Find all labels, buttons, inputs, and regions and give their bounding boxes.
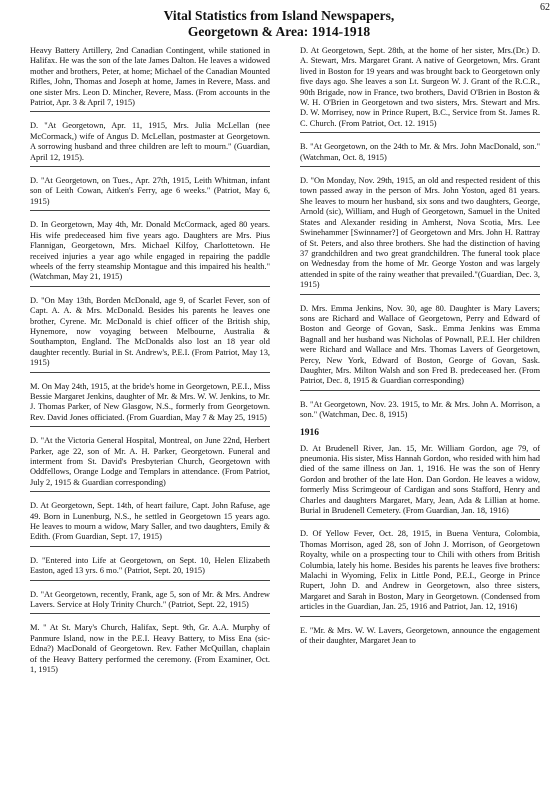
- record-entry: M. " At St. Mary's Church, Halifax, Sept. 9th, Gr. A.A. Murphy of Panmure Island, now in the P.E.I. Heavy Battery, to Miss Ena (sic-Edna?) MacDonald of Georgetown. Rev. Father McQuillan, chaplain of the Heavy Battery performed the ceremony. (From Examiner, Oct. 1, 1915): [30, 623, 270, 675]
- record-entry: D. "At Georgetown, on Tues., Apr. 27th, 1915, Leith Whitman, infant son of Leith Cowan, Aitken's Ferry, age 6 weeks." (Patriot, May 6, 1915): [30, 176, 270, 211]
- record-entry: D. At Georgetown, Sept. 14th, of heart failure, Capt. John Rafuse, age 49. Born in Lunenburg, N.S., he settled in Georgetown 15 years ago. He leaves to mourn a widow, Mary Saller, and two daughters, Emily & Edith. (From Guardian, Sept. 17, 1915): [30, 501, 270, 547]
- record-entry: D. Mrs. Emma Jenkins, Nov. 30, age 80. Daughter is Mary Lavers; sons are Richard and Wallace of Georgetown, Perry and Edward of Boston and George of Govan, Sask.. Emma Jenkins was Emma Bagnall and her husband was Nicholas of Pownall, P.E.I. Her children were Richard and Wallace and Mrs. Thomas Lavers of Georgetown, Percy, New York, Edward of Boston, George of Govan, Sask. Daughter, Mrs. Milton Walsh and son Fred B. predeceased her. (From Patriot, Dec. 8, 1915 & Guardian corresponding): [300, 304, 540, 391]
- year-heading: 1916: [300, 427, 319, 438]
- page-header: [0, 8, 558, 40]
- record-entry: D. "Entered into Life at Georgetown, on Sept. 10, Helen Elizabeth Easton, aged 13 yrs. 6 mo." (Patriot, Sept. 20, 1915): [30, 556, 270, 581]
- record-entry: Heavy Battery Artillery, 2nd Canadian Contingent, while stationed in Halifax. He was the son of the late James Dalton. He leaves a widowed mother and brothers, Peter, at home; Michael of the Canadian Mounted Rifles, John, Thomas and Joseph at home, James in Revere, Mass. and one sister Mrs. Leon D. Mincher, Revere, Mass. (From accounts in the Patriot, Apr. 3 & April 7, 1915): [30, 46, 270, 112]
- record-entry: B. "At Georgetown, on the 24th to Mr. & Mrs. John MacDonald, son." (Watchman, Oct. 8, 1915): [300, 142, 540, 167]
- record-entry: D. Of Yellow Fever, Oct. 28, 1915, in Buena Ventura, Colombia, Thomas Morrison, aged 28, son of John J. Morrison, of Georgetown Royalty, while on a prospecting tour to Chili with others from British Columbia, lately his home. Besides his parents he leaves five brothers: Malachi in Wyoming, Felix in Little Pond, P.E.I., George in Prince Rupert, John D. and Andrew in Georgetown, also three sisters, Margaret and Sarah in Boston, Mary in Georgetown. (Condensed from articles in the Guardian, Jan. 25, 1916 and Patriot, Jan. 12, 1916): [300, 529, 540, 616]
- record-entry: D. "At Georgetown, recently, Frank, age 5, son of Mr. & Mrs. Andrew Lavers. Service at Holy Trinity Church." (Patriot, Sept. 22, 1915): [30, 590, 270, 615]
- page-title-line-2: Georgetown & Area: 1914-1918: [187, 24, 371, 39]
- record-entry: D. "At Georgetown, Apr. 11, 1915, Mrs. Julia McLellan (nee McCormack,) wife of Angus D. McLellan, postmaster at Georgetown. A sorrowing husband and three children are left to mourn." (Guardian, April 12, 1915).: [30, 121, 270, 167]
- record-entry: D. In Georgetown, May 4th, Mr. Donald McCormack, aged 80 years. His wife predeceased him five years ago. Daughters are Mrs. Pius Flannigan, Georgetown, Mrs. Michael Kilfoy, Charlottetown. He received injuries a year ago while engaged in repairing the paddle wheels of the ferry steamship Montague and this impaired his health." (Watchman, May 21, 1915): [30, 220, 270, 286]
- record-entry: D. At Brudenell River, Jan. 15, Mr. William Gordon, age 79, of pneumonia. His sister, Miss Hannah Gordon, who resided with him had died of the same illness on Jan. 1, 1916. He was the son of Henry Gordon and brother of the late Hon. Dan Gordon. He leaves a widow, formerly Miss Scrimgeour of Cardigan and sons Stafford, Henry and Charles and daughters Margaret, Mary, Jean, Ada & Lillian at home. Burial in Brudenell Cemetery. (From Guardian, Jan. 18, 1916): [300, 444, 540, 521]
- record-entry: D. "On May 13th, Borden McDonald, age 9, of Scarlet Fever, son of Capt. A. A. & Mrs. McDonald. Besides his parents he leaves one brother, Cyrene. Mr. McDonald is chief officer of the British ship, Hynemore, now voyaging between Melbourne, Australia & Southampton, England. The McDonalds also lost an 18 year old daughter recently. Burial in St. Andrew's, P.E.I. (From Patriot, May 13, 1915): [30, 296, 270, 373]
- record-entry: D. At Georgetown, Sept. 28th, at the home of her sister, Mrs.(Dr.) D. A. Stewart, Mrs. Margaret Grant. A native of Georgetown, Mrs. Grant lived in Boston for 19 years and was brought back to Georgetown only five days ago. She leaves a son Lt. Surgeon W. J. Grant of the R.C.R., 90th Brigade, now in France, two brothers, David O'Brien in Boston & W. H. O'Brien in Georgetown and two sisters, Mrs. Stewart and Mrs. D. W. Morrisey, now in Prince Rupert, B.C., Service from St. James R. C. Church. (From Patriot, Oct. 12. 1915): [300, 46, 540, 133]
- record-entry: D. "On Monday, Nov. 29th, 1915, an old and respected resident of this town passed away in the person of Mrs. John Yoston, aged 81 years. She leaves to mourn her husband, six sons and two daughters, George, Arnold (sic), William, and Hugh of Georgetown, Samuel in the United States and Alexander residing in Amherst, Nova Scotia, Mrs. Lee Swinehammer [Swinnamer?] of Georgetown and Mrs. John H. Rattray of St. Peters, and also three brothers. She had the distinction of having 37 grandchildren and two great grandchildren. The funeral took place on Wednesday from the home of Mr. George Yoston and was largely attended in spite of the rainy weather that prevailed."(Guardian, Dec. 3, 1915): [300, 176, 540, 294]
- right-column: [300, 46, 540, 659]
- page-number: 62: [540, 2, 550, 13]
- left-column: [30, 46, 270, 688]
- record-entry: M. On May 24th, 1915, at the bride's home in Georgetown, P.E.I., Miss Bessie Margaret Jenkins, daughter of Mr. & Mrs. W. W. Jenkins, to Mr. J. Thomas Parker, of New Glasgow, N.S., formerly from Georgetown. Rev. David Jones officiated. (From Guardian, May 7 & May 25, 1915): [30, 382, 270, 428]
- page-title-line-1: Vital Statistics from Island Newspapers,: [163, 8, 395, 23]
- record-entry: B. "At Georgetown, Nov. 23. 1915, to Mr. & Mrs. John A. Morrison, a son." (Watchman, Dec. 8, 1915): [300, 399, 540, 420]
- record-entry: E. "Mr. & Mrs. W. W. Lavers, Georgetown, announce the engagement of their daughter, Margaret Jean to: [300, 625, 540, 646]
- record-entry: D. "At the Victoria General Hospital, Montreal, on June 22nd, Herbert Parker, age 22, son of Mr. A. H. Parker, Georgetown. Funeral and interment from St. David's Presbyterian Church, Georgetown with Oddfellows, Orange Lodge and Templars in attendance. (From Patriot, July 2, 1915 & Guardian corresponding): [30, 436, 270, 492]
